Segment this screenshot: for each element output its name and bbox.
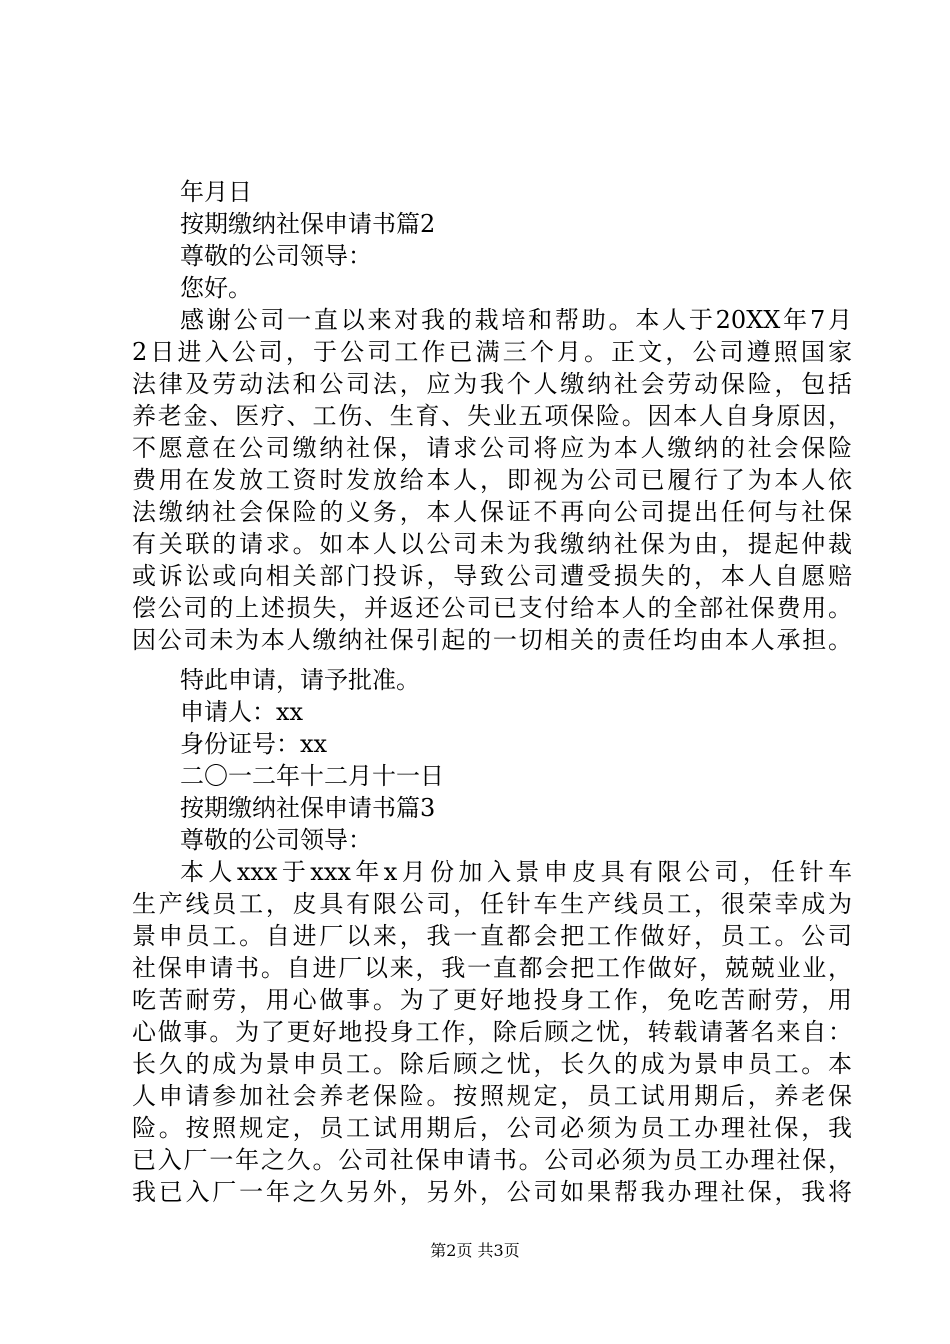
body-line: 我已入厂一年之久另外，另外，公司如果帮我办理社保，我将: [132, 1178, 852, 1206]
date-placeholder-line: 年月日: [180, 178, 252, 206]
body-line: 人申请参加社会养老保险。按照规定，员工试用期后，养老保: [132, 1082, 852, 1110]
body-line: 法律及劳动法和公司法，应为我个人缴纳社会劳动保险，包括: [132, 370, 852, 398]
body-line: 2日进入公司，于公司工作已满三个月。正文，公司遵照国家: [132, 338, 852, 366]
body-line: 心做事。为了更好地投身工作，除后顾之忧，转载请著名来自：: [132, 1018, 852, 1046]
greeting: 您好。: [180, 274, 252, 302]
body-line: 险。按照规定，员工试用期后，公司必须为员工办理社保，我: [132, 1114, 852, 1142]
body-line: 感谢公司一直以来对我的栽培和帮助。本人于20XX年7月: [180, 306, 852, 334]
body-line: 社保申请书。自进厂以来，我一直都会把工作做好，兢兢业业，: [132, 954, 852, 982]
salutation: 尊敬的公司领导：: [180, 242, 372, 270]
signature-date: 二〇一二年十二月十一日: [180, 762, 444, 790]
id-number-line: 身份证号：xx: [180, 730, 328, 758]
section-heading-3: 按期缴纳社保申请书篇3: [180, 794, 436, 822]
body-line: 费用在发放工资时发放给本人，即视为公司已履行了为本人依: [132, 466, 852, 494]
closing-request: 特此申请，请予批准。: [180, 666, 420, 694]
body-line: 因公司未为本人缴纳社保引起的一切相关的责任均由本人承担。: [132, 626, 852, 654]
body-line: 有关联的请求。如本人以公司未为我缴纳社保为由，提起仲裁: [132, 530, 852, 558]
section-heading-2: 按期缴纳社保申请书篇2: [180, 210, 436, 238]
body-line: 长久的成为景申员工。除后顾之忧，长久的成为景申员工。本: [132, 1050, 852, 1078]
body-line: 本人xxx于xxx年x月份加入景申皮具有限公司，任针车: [180, 858, 852, 886]
body-line: 生产线员工，皮具有限公司，任针车生产线员工，很荣幸成为: [132, 890, 852, 918]
page-number-footer: 第2页 共3页: [430, 1241, 520, 1260]
salutation: 尊敬的公司领导：: [180, 826, 372, 854]
body-line: 已入厂一年之久。公司社保申请书。公司必须为员工办理社保，: [132, 1146, 852, 1174]
body-line: 不愿意在公司缴纳社保，请求公司将应为本人缴纳的社会保险: [132, 434, 852, 462]
body-line: 偿公司的上述损失，并返还公司已支付给本人的全部社保费用。: [132, 594, 852, 622]
applicant-line: 申请人：xx: [180, 698, 304, 726]
body-line: 吃苦耐劳，用心做事。为了更好地投身工作，免吃苦耐劳，用: [132, 986, 852, 1014]
body-line: 或诉讼或向相关部门投诉，导致公司遭受损失的，本人自愿赔: [132, 562, 852, 590]
body-line: 景申员工。自进厂以来，我一直都会把工作做好，员工。公司: [132, 922, 852, 950]
body-line: 养老金、医疗、工伤、生育、失业五项保险。因本人自身原因，: [132, 402, 852, 430]
body-line: 法缴纳社会保险的义务，本人保证不再向公司提出任何与社保: [132, 498, 852, 526]
